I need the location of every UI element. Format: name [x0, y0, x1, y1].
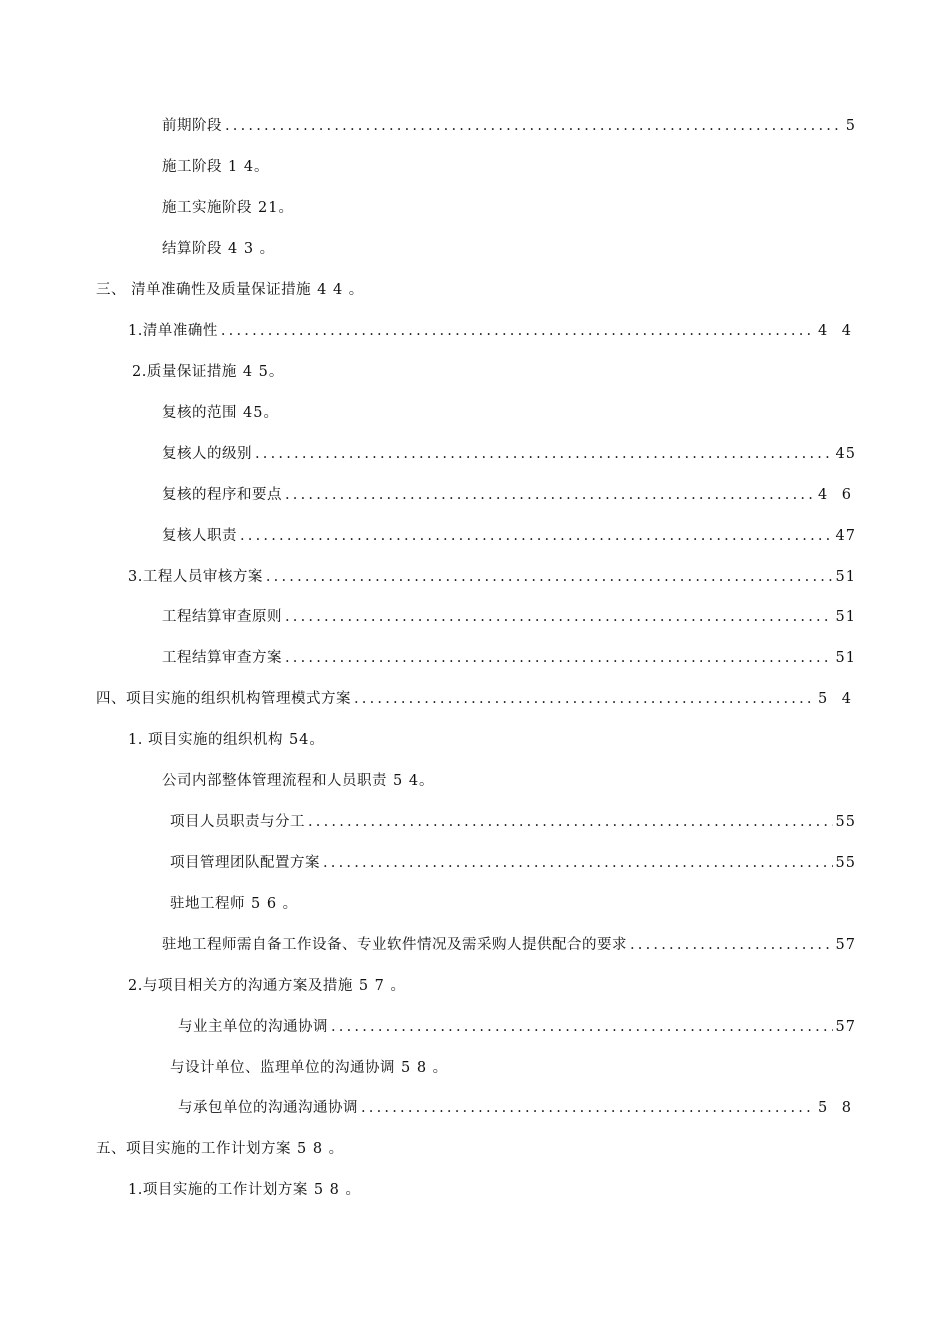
toc-entry-page: 55 — [835, 855, 856, 871]
dot-leader — [221, 319, 815, 343]
toc-entry-title: 复核人职责 — [162, 528, 237, 544]
toc-entry-title: 施工实施阶段 — [162, 200, 252, 216]
toc-entry-page: 1 4。 — [228, 159, 270, 175]
toc-entry-reviewer-duties[interactable] — [162, 524, 856, 548]
toc-entry-title: 前期阶段 — [162, 118, 222, 134]
toc-entry-page: 5 8 — [817, 1100, 856, 1116]
toc-entry-title: 3.工程人员审核方案 — [128, 569, 263, 585]
toc-entry-staff-duties[interactable] — [170, 810, 856, 834]
toc-entry-settlement-stage[interactable] — [162, 237, 275, 261]
toc-entry-personnel-review-plan[interactable] — [128, 565, 856, 589]
toc-entry-team-configuration[interactable] — [170, 851, 856, 875]
toc-entry-page: 4 5。 — [242, 364, 285, 380]
toc-entry-title: 与承包单位的沟通沟通协调 — [178, 1100, 358, 1116]
toc-entry-title: 工程结算审查方案 — [162, 650, 282, 666]
toc-entry-company-process[interactable] — [162, 769, 435, 793]
toc-entry-title: 四、项目实施的组织机构管理模式方案 — [96, 691, 351, 707]
toc-entry-title: 五、项目实施的工作计划方案 — [96, 1141, 291, 1157]
toc-entry-title: 2.与项目相关方的沟通方案及措施 — [128, 978, 353, 994]
toc-entry-review-scope[interactable] — [162, 401, 279, 425]
dot-leader — [225, 114, 843, 138]
toc-entry-page: 5 4。 — [393, 773, 435, 789]
toc-entry-title: 2.质量保证措施 — [132, 364, 237, 380]
toc-entry-page: 4 3 。 — [228, 241, 276, 257]
toc-entry-stakeholder-communication[interactable] — [128, 974, 406, 998]
toc-entry-section-four[interactable] — [96, 687, 856, 711]
toc-entry-title: 1.项目实施的工作计划方案 — [128, 1182, 308, 1198]
dot-leader — [266, 565, 833, 589]
toc-entry-contractor-communication[interactable] — [178, 1096, 856, 1120]
toc-entry-title: 项目管理团队配置方案 — [170, 855, 320, 871]
toc-entry-title: 项目人员职责与分工 — [170, 814, 305, 830]
dot-leader — [285, 605, 833, 629]
toc-entry-section-three[interactable] — [96, 278, 364, 302]
toc-entry-page: 5 4 — [817, 691, 856, 707]
dot-leader — [240, 524, 833, 548]
toc-entry-project-organization[interactable] — [128, 728, 325, 752]
toc-entry-page: 5 8 。 — [297, 1141, 345, 1157]
toc-entry-section-five[interactable] — [96, 1137, 344, 1161]
dot-leader — [255, 442, 833, 466]
toc-entry-page: 55 — [835, 814, 856, 830]
toc-entry-title: 施工阶段 — [162, 159, 222, 175]
dot-leader — [331, 1015, 833, 1039]
toc-entry-owner-communication[interactable] — [178, 1015, 856, 1039]
toc-entry-page: 51 — [835, 569, 856, 585]
toc-entry-title: 公司内部整体管理流程和人员职责 — [162, 773, 387, 789]
dot-leader — [308, 810, 833, 834]
toc-entry-title: 1. 项目实施的组织机构 — [128, 732, 283, 748]
toc-entry-page: 5 8 。 — [401, 1060, 449, 1076]
toc-entry-title: 驻地工程师 — [170, 896, 245, 912]
toc-entry-title: 1.清单准确性 — [128, 323, 218, 339]
toc-entry-page: 21。 — [258, 200, 294, 216]
toc-entry-page: 54。 — [288, 732, 325, 748]
toc-entry-title: 复核人的级别 — [162, 446, 252, 462]
dot-leader — [354, 687, 815, 711]
toc-entry-page: 51 — [835, 650, 856, 666]
toc-entry-page: 4 4 — [817, 323, 856, 339]
toc-entry-bill-accuracy[interactable] — [128, 319, 856, 343]
toc-entry-resident-engineer[interactable] — [170, 892, 298, 916]
toc-entry-construction-implementation-stage[interactable] — [162, 196, 294, 220]
toc-entry-review-procedure[interactable] — [162, 483, 856, 507]
dot-leader — [630, 933, 833, 957]
toc-entry-resident-engineer-equipment[interactable] — [162, 933, 856, 957]
toc-entry-page: 45。 — [243, 405, 279, 421]
dot-leader — [361, 1096, 815, 1120]
toc-entry-construction-stage[interactable] — [162, 155, 270, 179]
toc-entry-title: 与业主单位的沟通协调 — [178, 1019, 328, 1035]
dot-leader — [323, 851, 833, 875]
toc-entry-title: 驻地工程师需自备工作设备、专业软件情况及需采购人提供配合的要求 — [162, 937, 627, 953]
toc-entry-title: 与设计单位、监理单位的沟通协调 — [170, 1060, 395, 1076]
toc-entry-title: 复核的程序和要点 — [162, 487, 282, 503]
toc-entry-page: 4 6 — [817, 487, 856, 503]
toc-entry-page: 57 — [835, 1019, 856, 1035]
toc-entry-title: 复核的范围 — [162, 405, 237, 421]
toc-entry-page: 4 4 。 — [317, 282, 365, 298]
toc-entry-work-plan[interactable] — [128, 1178, 361, 1202]
toc-entry-page: 51 — [835, 609, 856, 625]
toc-entry-page: 57 — [835, 937, 856, 953]
toc-entry-page: 5 6 。 — [251, 896, 299, 912]
toc-entry-quality-measures[interactable] — [132, 360, 284, 384]
toc-entry-title: 三、 清单准确性及质量保证措施 — [96, 282, 312, 298]
toc-entry-page: 5 8 。 — [313, 1182, 362, 1198]
toc-entry-page: 5 — [845, 118, 856, 134]
toc-entry-page: 5 7 。 — [358, 978, 407, 994]
toc-entry-settlement-review-principles[interactable] — [162, 605, 856, 629]
toc-entry-title: 结算阶段 — [162, 241, 222, 257]
toc-entry-title: 工程结算审查原则 — [162, 609, 282, 625]
dot-leader — [285, 646, 833, 670]
toc-entry-reviewer-level[interactable] — [162, 442, 856, 466]
toc-entry-design-supervision-communication[interactable] — [170, 1056, 448, 1080]
toc-entry-page: 45 — [835, 446, 856, 462]
dot-leader — [285, 483, 815, 507]
toc-entry-preliminary-stage[interactable] — [162, 114, 856, 138]
toc-entry-page: 47 — [835, 528, 856, 544]
toc-entry-settlement-review-plan[interactable] — [162, 646, 856, 670]
